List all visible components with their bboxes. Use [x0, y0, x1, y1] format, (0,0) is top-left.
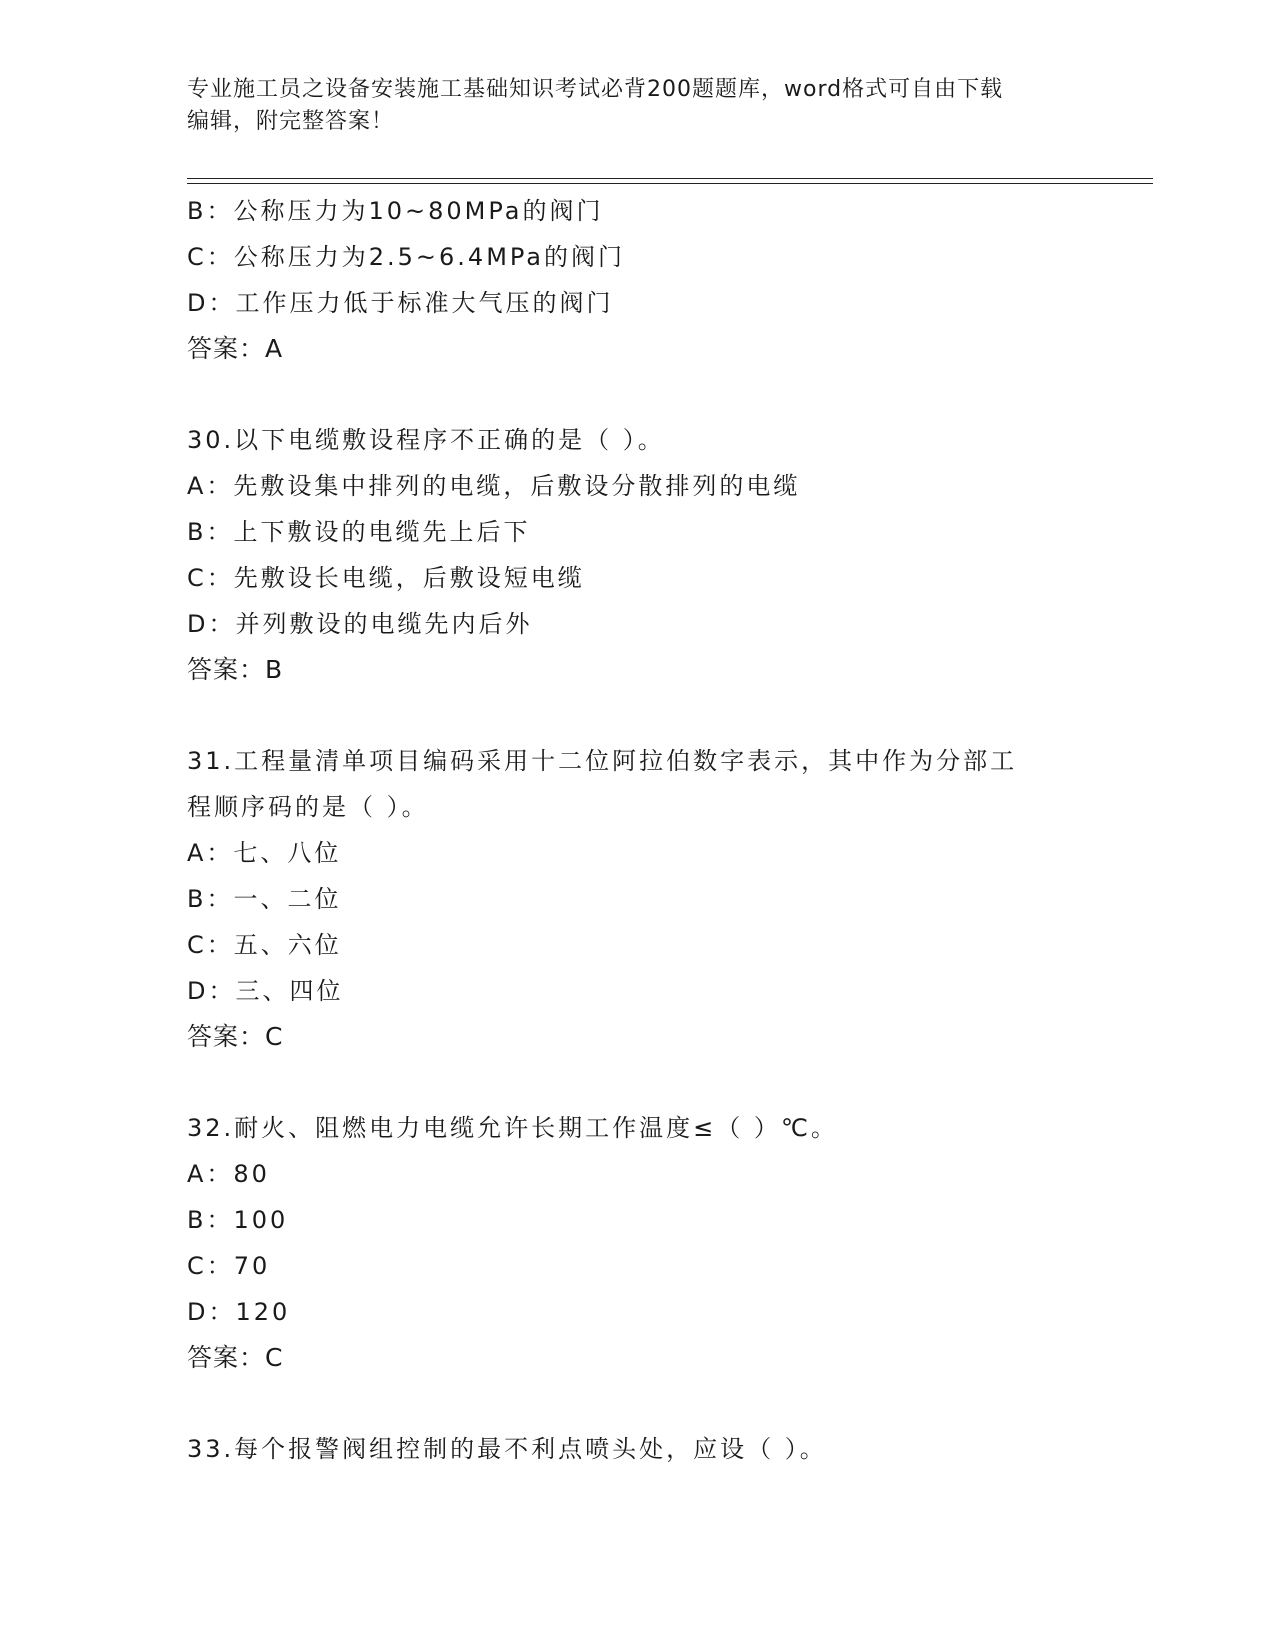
option-a: A：先敷设集中排列的电缆，后敷设分散排列的电缆	[187, 472, 801, 500]
question-stem-line-1: 31.工程量清单项目编码采用十二位阿拉伯数字表示，其中作为分部工	[187, 747, 1018, 775]
question-stem: 30.以下电缆敷设程序不正确的是（ ）。	[187, 426, 665, 454]
option-b: B：公称压力为10~80MPa的阀门	[187, 197, 604, 225]
option-d: D：120	[187, 1298, 291, 1326]
option-c: C：五、六位	[187, 931, 342, 959]
option-a: A：80	[187, 1160, 270, 1188]
question-33	[187, 1426, 1087, 1472]
option-c: C：先敷设长电缆，后敷设短电缆	[187, 564, 585, 592]
option-b: B：100	[187, 1206, 289, 1234]
option-b: B：一、二位	[187, 885, 342, 913]
document-header	[187, 74, 1067, 138]
option-b: B：上下敷设的电缆先上后下	[187, 518, 531, 546]
option-d: D：并列敷设的电缆先内后外	[187, 610, 533, 638]
answer: 答案：A	[187, 334, 284, 363]
question-29-tail	[187, 188, 1087, 372]
option-c: C：公称压力为2.5~6.4MPa的阀门	[187, 243, 626, 271]
header-rule-bottom	[187, 183, 1153, 184]
question-30	[187, 417, 1087, 693]
question-stem: 33.每个报警阀组控制的最不利点喷头处，应设（ ）。	[187, 1435, 827, 1463]
option-c: C：70	[187, 1252, 271, 1280]
answer: 答案：B	[187, 655, 284, 684]
header-line-1: 专业施工员之设备安装施工基础知识考试必背200题题库，word格式可自由下载	[187, 77, 1004, 102]
option-a: A：七、八位	[187, 839, 342, 867]
question-list	[187, 188, 1087, 1472]
question-stem: 32.耐火、阻燃电力电缆允许长期工作温度≤（ ）℃。	[187, 1114, 838, 1142]
question-stem-line-2: 程顺序码的是（ ）。	[187, 793, 429, 821]
question-32	[187, 1105, 1087, 1381]
answer: 答案：C	[187, 1022, 284, 1051]
answer: 答案：C	[187, 1343, 284, 1372]
option-d: D：三、四位	[187, 977, 344, 1005]
option-d: D：工作压力低于标准大气压的阀门	[187, 289, 614, 317]
question-31	[187, 738, 1087, 1060]
header-line-2: 编辑，附完整答案！	[187, 109, 395, 134]
header-rule-top	[187, 178, 1153, 179]
